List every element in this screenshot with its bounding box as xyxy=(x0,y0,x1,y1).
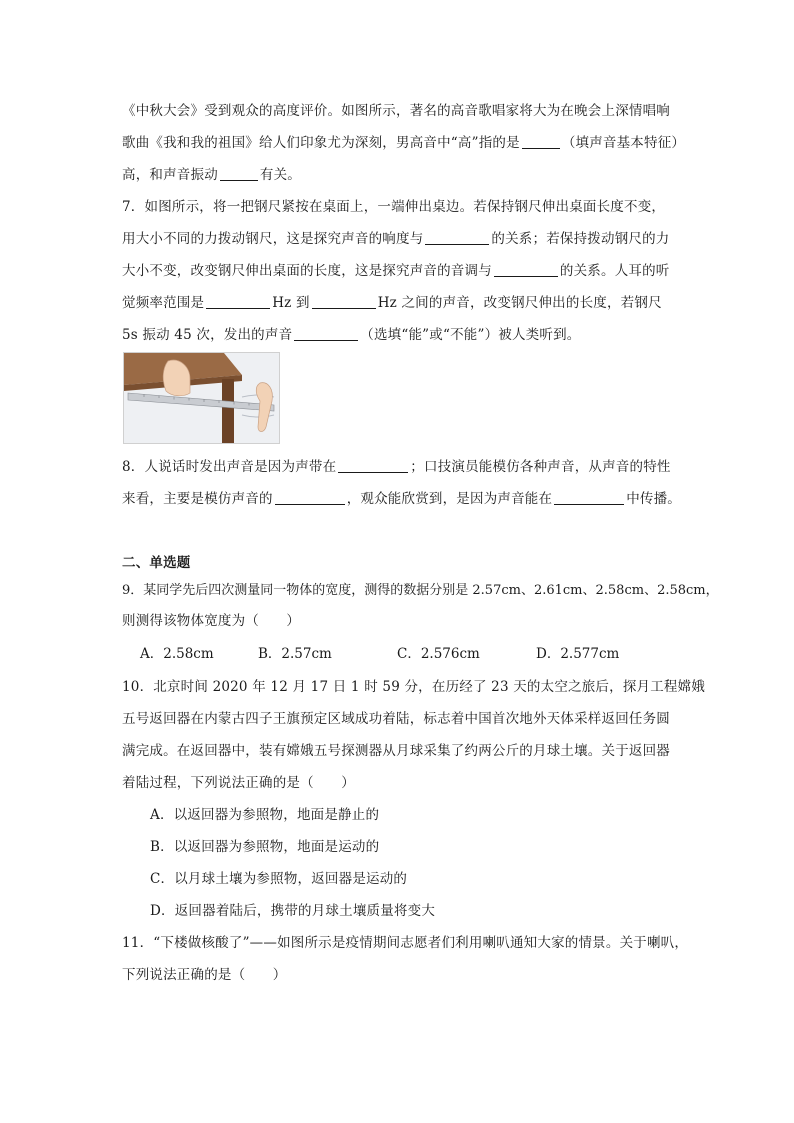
option-b[interactable]: B．以返回器为参照物，地面是运动的 xyxy=(150,839,380,855)
q8-line-2: 来看，主要是模仿声音的 ，观众能欣赏到，是因为声音能在 中传播。 xyxy=(122,491,682,507)
answer-blank[interactable] xyxy=(338,458,408,473)
q7-line-4: 觉频率范围是 Hz 到 Hz 之间的声音，改变钢尺伸出的长度，若钢尺 xyxy=(122,295,662,311)
answer-blank[interactable] xyxy=(494,262,558,277)
q10-line-3: 满完成。在返回器中，装有嫦娥五号探测器从月球采集了约两公斤的月球土壤。关于返回器 xyxy=(122,743,670,759)
option-a[interactable]: A．以返回器为参照物，地面是静止的 xyxy=(150,807,380,823)
q9-options xyxy=(140,644,640,664)
answer-blank[interactable] xyxy=(206,294,270,309)
q6-line-3: 高，和声音振动 有关。 xyxy=(122,167,302,183)
answer-blank[interactable] xyxy=(294,326,358,341)
q11-line-2: 下列说法正确的是（ ） xyxy=(122,967,287,983)
ruler-table-illustration xyxy=(124,353,279,443)
answer-blank[interactable] xyxy=(522,134,560,149)
q8-line-1: 8．人说话时发出声音是因为声带在 ；口技演员能模仿各种声音，从声音的特性 xyxy=(122,459,671,475)
answer-blank[interactable] xyxy=(554,490,624,505)
q7-line-3: 大小不变，改变钢尺伸出桌面的长度，这是探究声音的音调与 的关系。人耳的听 xyxy=(122,263,670,279)
q10-line-4: 着陆过程，下列说法正确的是（ ） xyxy=(122,775,355,791)
section-heading: 二、单选题 xyxy=(122,555,191,571)
option-c[interactable]: C．以月球土壤为参照物，返回器是运动的 xyxy=(150,871,408,887)
q9-line-2: 则测得该物体宽度为（ ） xyxy=(122,613,301,629)
option-c[interactable]: C．2.576cm xyxy=(397,646,480,662)
q10-line-2: 五号返回器在内蒙古四子王旗预定区域成功着陆，标志着中国首次地外天体采样返回任务圆 xyxy=(122,711,670,727)
answer-blank[interactable] xyxy=(312,294,376,309)
option-a[interactable]: A．2.58cm xyxy=(140,646,214,662)
q7-line-2: 用大小不同的力拨动钢尺，这是探究声音的响度与 的关系；若保持拨动钢尺的力 xyxy=(122,231,670,247)
ruler-table-figure xyxy=(123,352,280,444)
q11-line-1: 11．“下楼做核酸了”——如图所示是疫情期间志愿者们利用喇叭通知大家的情景。关于喇叭， xyxy=(122,935,689,951)
option-b[interactable]: B．2.57cm xyxy=(258,646,332,662)
answer-blank[interactable] xyxy=(425,230,489,245)
option-d[interactable]: D．返回器着陆后，携带的月球土壤质量将变大 xyxy=(150,903,436,919)
q7-line-1: 7．如图所示，将一把钢尺紧按在桌面上，一端伸出桌边。若保持钢尺伸出桌面长度不变， xyxy=(122,199,666,215)
q7-line-5: 5s 振动 45 次，发出的声音 （选填“能”或“不能”）被人类听到。 xyxy=(122,327,581,343)
answer-blank[interactable] xyxy=(275,490,345,505)
q6-line-2: 歌曲《我和我的祖国》给人们印象尤为深刻，男高音中“高”指的是 （填声音基本特征） xyxy=(122,135,686,151)
q6-line-1: 《中秋大会》受到观众的高度评价。如图所示，著名的高音歌唱家将大为在晚会上深情唱响 xyxy=(122,103,670,119)
q10-line-1: 10．北京时间 2020 年 12 月 17 日 1 时 59 分，在历经了 23 天的太空之旅后，探月工程嫦娥 xyxy=(122,679,706,695)
q9-line-1: 9．某同学先后四次测量同一物体的宽度，测得的数据分别是 2.57cm、2.61cm、2.58cm、2.58cm， xyxy=(122,583,719,598)
answer-blank[interactable] xyxy=(220,166,258,181)
option-d[interactable]: D．2.577cm xyxy=(536,646,620,662)
